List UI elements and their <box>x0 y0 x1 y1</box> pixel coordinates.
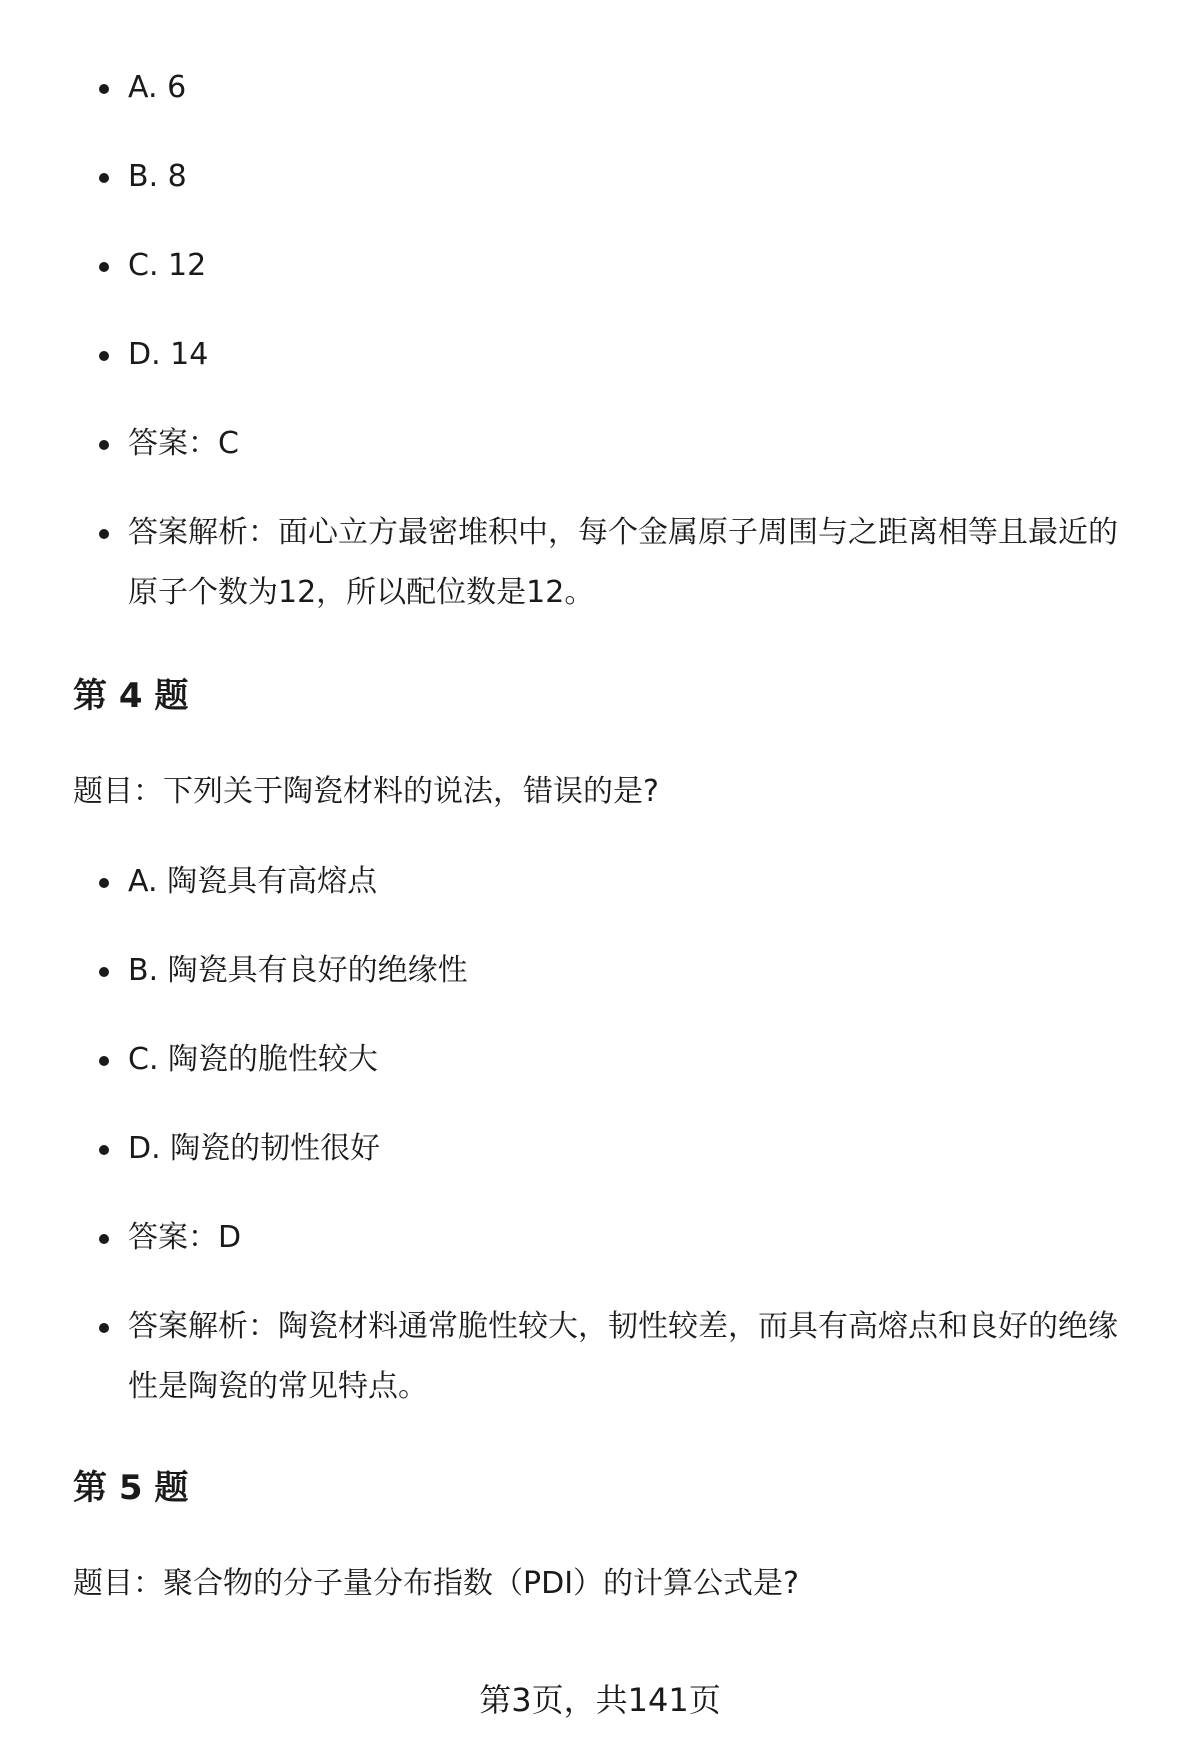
bullet-icon <box>99 262 109 272</box>
bullet-icon <box>99 440 109 450</box>
option-d <box>128 325 1140 385</box>
question-heading: 第 4 题 <box>73 676 189 716</box>
bullet-icon <box>99 1145 109 1155</box>
option-c <box>128 1030 1140 1090</box>
answer-text: 答案：D <box>128 1220 242 1255</box>
option-a <box>128 852 1140 912</box>
question-text: 题目：聚合物的分子量分布指数（PDI）的计算公式是? <box>73 1566 799 1601</box>
question-text: 题目：下列关于陶瓷材料的说法，错误的是? <box>73 774 659 809</box>
answer <box>128 414 1140 474</box>
bullet-icon <box>99 1056 109 1066</box>
option-a <box>128 58 1140 118</box>
option-text: D. 14 <box>128 337 209 372</box>
bullet-icon <box>99 878 109 888</box>
option-text: B. 8 <box>128 159 187 194</box>
option-text: B. 陶瓷具有良好的绝缘性 <box>128 953 468 988</box>
answer <box>128 1208 1140 1268</box>
bullet-icon <box>99 967 109 977</box>
bullet-icon <box>99 351 109 361</box>
option-text: A. 6 <box>128 70 187 105</box>
option-c <box>128 236 1140 296</box>
question-heading: 第 5 题 <box>73 1468 189 1508</box>
bullet-icon <box>99 1234 109 1244</box>
option-b <box>128 147 1140 207</box>
answer-explanation <box>128 503 1140 623</box>
option-text: A. 陶瓷具有高熔点 <box>128 864 378 899</box>
page-indicator: 第3页，共141页 <box>479 1681 721 1719</box>
bullet-icon <box>99 173 109 183</box>
bullet-icon <box>99 84 109 94</box>
answer-text: 答案：C <box>128 426 239 461</box>
option-text: C. 12 <box>128 248 207 283</box>
option-b <box>128 941 1140 1001</box>
answer-explanation <box>128 1297 1140 1417</box>
bullet-icon <box>99 529 109 539</box>
option-text: D. 陶瓷的韧性很好 <box>128 1131 381 1166</box>
option-text: C. 陶瓷的脆性较大 <box>128 1042 379 1077</box>
explanation-text: 答案解析：面心立方最密堆积中，每个金属原子周围与之距离相等且最近的原子个数为12，所以配位数是12。 <box>128 515 1118 610</box>
explanation-text: 答案解析：陶瓷材料通常脆性较大，韧性较差，而具有高熔点和良好的绝缘性是陶瓷的常见特点。 <box>128 1309 1118 1404</box>
bullet-icon <box>99 1323 109 1333</box>
option-d <box>128 1119 1140 1179</box>
